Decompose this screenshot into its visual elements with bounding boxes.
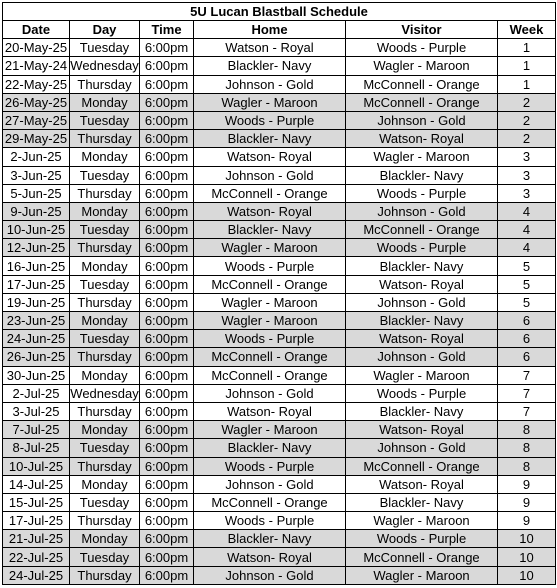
visitor-cell: Woods - Purple — [346, 530, 498, 548]
day-cell: Thursday — [70, 402, 140, 420]
visitor-cell: Blackler- Navy — [346, 166, 498, 184]
home-cell: Watson- Royal — [194, 202, 346, 220]
home-cell: McConnell - Orange — [194, 366, 346, 384]
home-cell: Watson- Royal — [194, 148, 346, 166]
date-cell: 8-Jul-25 — [3, 439, 70, 457]
week-cell: 4 — [498, 221, 556, 239]
day-cell: Thursday — [70, 512, 140, 530]
date-cell: 30-Jun-25 — [3, 366, 70, 384]
day-cell: Thursday — [70, 184, 140, 202]
week-cell: 2 — [498, 111, 556, 129]
time-cell: 6:00pm — [140, 293, 194, 311]
table-row — [3, 130, 556, 148]
table-row — [3, 93, 556, 111]
visitor-cell: Wagler - Maroon — [346, 57, 498, 75]
visitor-cell: Blackler- Navy — [346, 312, 498, 330]
home-cell: Johnson - Gold — [194, 75, 346, 93]
day-cell: Tuesday — [70, 548, 140, 566]
week-cell: 8 — [498, 421, 556, 439]
home-cell: Blackler- Navy — [194, 439, 346, 457]
date-cell: 10-Jul-25 — [3, 457, 70, 475]
visitor-cell: Wagler - Maroon — [346, 366, 498, 384]
day-cell: Monday — [70, 475, 140, 493]
time-cell: 6:00pm — [140, 202, 194, 220]
visitor-cell: Johnson - Gold — [346, 111, 498, 129]
table-row — [3, 166, 556, 184]
week-cell: 5 — [498, 275, 556, 293]
home-cell: Watson- Royal — [194, 548, 346, 566]
day-cell: Tuesday — [70, 166, 140, 184]
home-cell: Woods - Purple — [194, 257, 346, 275]
visitor-cell: Wagler - Maroon — [346, 566, 498, 584]
day-cell: Tuesday — [70, 330, 140, 348]
date-cell: 21-Jul-25 — [3, 530, 70, 548]
time-cell: 6:00pm — [140, 39, 194, 57]
visitor-cell: Wagler - Maroon — [346, 512, 498, 530]
time-cell: 6:00pm — [140, 512, 194, 530]
time-cell: 6:00pm — [140, 421, 194, 439]
home-cell: Blackler- Navy — [194, 57, 346, 75]
time-cell: 6:00pm — [140, 257, 194, 275]
time-cell: 6:00pm — [140, 457, 194, 475]
home-cell: Johnson - Gold — [194, 384, 346, 402]
visitor-cell: McConnell - Orange — [346, 75, 498, 93]
home-cell: McConnell - Orange — [194, 348, 346, 366]
time-cell: 6:00pm — [140, 530, 194, 548]
visitor-cell: Woods - Purple — [346, 184, 498, 202]
table-row — [3, 275, 556, 293]
date-cell: 3-Jul-25 — [3, 402, 70, 420]
day-cell: Wednesday — [70, 58, 139, 74]
header-home: Home — [194, 21, 346, 39]
home-cell: Blackler- Navy — [194, 530, 346, 548]
table-row — [3, 221, 556, 239]
week-cell: 1 — [498, 39, 556, 57]
table-row — [3, 530, 556, 548]
table-row — [3, 548, 556, 566]
table-row — [3, 493, 556, 511]
home-cell: McConnell - Orange — [194, 493, 346, 511]
visitor-cell: Watson- Royal — [346, 130, 498, 148]
table-row — [3, 111, 556, 129]
date-cell: 2-Jun-25 — [3, 148, 70, 166]
date-cell: 22-Jul-25 — [3, 548, 70, 566]
time-cell: 6:00pm — [140, 111, 194, 129]
table-row — [3, 293, 556, 311]
home-cell: McConnell - Orange — [194, 184, 346, 202]
visitor-cell: Johnson - Gold — [346, 439, 498, 457]
visitor-cell: Johnson - Gold — [346, 348, 498, 366]
week-cell: 3 — [498, 148, 556, 166]
visitor-cell: Blackler- Navy — [346, 493, 498, 511]
week-cell: 4 — [498, 202, 556, 220]
time-cell: 6:00pm — [140, 475, 194, 493]
day-cell: Thursday — [70, 239, 140, 257]
home-cell: Johnson - Gold — [194, 475, 346, 493]
week-cell: 2 — [498, 130, 556, 148]
week-cell: 7 — [498, 366, 556, 384]
time-cell: 6:00pm — [140, 130, 194, 148]
time-cell: 6:00pm — [140, 312, 194, 330]
week-cell: 4 — [498, 239, 556, 257]
day-cell: Monday — [70, 530, 140, 548]
header-visitor: Visitor — [346, 21, 498, 39]
visitor-cell: Watson- Royal — [346, 421, 498, 439]
date-cell: 10-Jun-25 — [3, 221, 70, 239]
home-cell: Wagler - Maroon — [194, 421, 346, 439]
home-cell: Blackler- Navy — [194, 130, 346, 148]
date-cell: 22-May-25 — [3, 75, 70, 93]
visitor-cell: Blackler- Navy — [346, 257, 498, 275]
date-cell: 19-Jun-25 — [3, 293, 70, 311]
schedule-title: 5U Lucan Blastball Schedule — [3, 3, 556, 21]
home-cell: Wagler - Maroon — [194, 239, 346, 257]
time-cell: 6:00pm — [140, 75, 194, 93]
visitor-cell: McConnell - Orange — [346, 457, 498, 475]
day-cell: Monday — [70, 257, 140, 275]
week-cell: 10 — [498, 548, 556, 566]
home-cell: Woods - Purple — [194, 330, 346, 348]
visitor-cell: Johnson - Gold — [346, 202, 498, 220]
visitor-cell: McConnell - Orange — [346, 93, 498, 111]
home-cell: Woods - Purple — [194, 512, 346, 530]
visitor-cell: Woods - Purple — [346, 239, 498, 257]
week-cell: 6 — [498, 312, 556, 330]
visitor-cell: McConnell - Orange — [346, 221, 498, 239]
date-cell: 17-Jun-25 — [3, 275, 70, 293]
date-cell: 23-Jun-25 — [3, 312, 70, 330]
home-cell: Wagler - Maroon — [194, 312, 346, 330]
date-cell: 24-Jul-25 — [3, 566, 70, 584]
time-cell: 6:00pm — [140, 439, 194, 457]
time-cell: 6:00pm — [140, 221, 194, 239]
day-cell: Monday — [70, 148, 140, 166]
week-cell: 2 — [498, 93, 556, 111]
date-cell: 9-Jun-25 — [3, 202, 70, 220]
home-cell: Wagler - Maroon — [194, 293, 346, 311]
day-cell: Monday — [70, 366, 140, 384]
day-cell: Thursday — [70, 75, 140, 93]
week-cell: 9 — [498, 512, 556, 530]
home-cell: Johnson - Gold — [194, 566, 346, 584]
day-cell: Thursday — [70, 348, 140, 366]
week-cell: 3 — [498, 184, 556, 202]
date-cell: 26-May-25 — [3, 93, 70, 111]
week-cell: 8 — [498, 439, 556, 457]
week-cell: 5 — [498, 257, 556, 275]
time-cell: 6:00pm — [140, 330, 194, 348]
day-cell: Thursday — [70, 566, 140, 584]
table-row — [3, 184, 556, 202]
table-row — [3, 566, 556, 584]
home-cell: Wagler - Maroon — [194, 93, 346, 111]
date-cell: 15-Jul-25 — [3, 493, 70, 511]
table-row — [3, 148, 556, 166]
week-cell: 7 — [498, 402, 556, 420]
day-cell: Wednesday — [70, 385, 139, 401]
date-cell: 21-May-24 — [3, 57, 70, 75]
visitor-cell: Watson- Royal — [346, 475, 498, 493]
day-cell: Tuesday — [70, 111, 140, 129]
time-cell: 6:00pm — [140, 348, 194, 366]
header-date: Date — [3, 21, 70, 39]
time-cell: 6:00pm — [140, 384, 194, 402]
date-cell: 24-Jun-25 — [3, 330, 70, 348]
time-cell: 6:00pm — [140, 493, 194, 511]
table-row — [3, 384, 556, 402]
visitor-cell: Woods - Purple — [346, 39, 498, 57]
table-row — [3, 439, 556, 457]
home-cell: Johnson - Gold — [194, 166, 346, 184]
table-row — [3, 257, 556, 275]
time-cell: 6:00pm — [140, 548, 194, 566]
table-row — [3, 366, 556, 384]
day-cell: Monday — [70, 312, 140, 330]
date-cell: 3-Jun-25 — [3, 166, 70, 184]
week-cell: 5 — [498, 293, 556, 311]
table-row — [3, 512, 556, 530]
date-cell: 5-Jun-25 — [3, 184, 70, 202]
home-cell: Watson - Royal — [194, 39, 346, 57]
table-row — [3, 312, 556, 330]
table-row — [3, 421, 556, 439]
day-cell: Monday — [70, 421, 140, 439]
home-cell: Watson- Royal — [194, 402, 346, 420]
day-cell: Thursday — [70, 293, 140, 311]
home-cell: Blackler- Navy — [194, 221, 346, 239]
header-week: Week — [498, 21, 556, 39]
time-cell: 6:00pm — [140, 148, 194, 166]
time-cell: 6:00pm — [140, 184, 194, 202]
table-row — [3, 202, 556, 220]
table-row — [3, 457, 556, 475]
week-cell: 1 — [498, 75, 556, 93]
table-row — [3, 75, 556, 93]
week-cell: 9 — [498, 493, 556, 511]
visitor-cell: McConnell - Orange — [346, 548, 498, 566]
date-cell: 7-Jul-25 — [3, 421, 70, 439]
home-cell: Woods - Purple — [194, 457, 346, 475]
visitor-cell: Watson- Royal — [346, 330, 498, 348]
visitor-cell: Woods - Purple — [346, 384, 498, 402]
day-cell: Tuesday — [70, 39, 140, 57]
header-day: Day — [70, 21, 140, 39]
date-cell: 14-Jul-25 — [3, 475, 70, 493]
week-cell: 9 — [498, 475, 556, 493]
day-cell: Tuesday — [70, 439, 140, 457]
time-cell: 6:00pm — [140, 402, 194, 420]
home-cell: McConnell - Orange — [194, 275, 346, 293]
week-cell: 6 — [498, 330, 556, 348]
day-cell: Tuesday — [70, 275, 140, 293]
visitor-cell: Blackler- Navy — [346, 402, 498, 420]
week-cell: 8 — [498, 457, 556, 475]
time-cell: 6:00pm — [140, 366, 194, 384]
table-row — [3, 475, 556, 493]
day-cell: Tuesday — [70, 221, 140, 239]
week-cell: 6 — [498, 348, 556, 366]
date-cell: 16-Jun-25 — [3, 257, 70, 275]
home-cell: Woods - Purple — [194, 111, 346, 129]
table-row — [3, 39, 556, 57]
week-cell: 7 — [498, 384, 556, 402]
time-cell: 6:00pm — [140, 93, 194, 111]
date-cell: 17-Jul-25 — [3, 512, 70, 530]
week-cell: 10 — [498, 566, 556, 584]
week-cell: 3 — [498, 166, 556, 184]
time-cell: 6:00pm — [140, 57, 194, 75]
time-cell: 6:00pm — [140, 566, 194, 584]
schedule-body — [3, 39, 556, 585]
day-cell: Thursday — [70, 130, 140, 148]
date-cell: 12-Jun-25 — [3, 239, 70, 257]
visitor-cell: Watson- Royal — [346, 275, 498, 293]
schedule-sheet — [2, 2, 555, 585]
time-cell: 6:00pm — [140, 239, 194, 257]
table-row — [3, 402, 556, 420]
table-row — [3, 239, 556, 257]
visitor-cell: Wagler - Maroon — [346, 148, 498, 166]
visitor-cell: Johnson - Gold — [346, 293, 498, 311]
date-cell: 20-May-25 — [3, 39, 70, 57]
day-cell: Thursday — [70, 457, 140, 475]
table-row — [3, 330, 556, 348]
day-cell: Monday — [70, 202, 140, 220]
date-cell: 26-Jun-25 — [3, 348, 70, 366]
table-row — [3, 57, 556, 75]
date-cell: 27-May-25 — [3, 111, 70, 129]
date-cell: 29-May-25 — [3, 130, 70, 148]
time-cell: 6:00pm — [140, 275, 194, 293]
header-row — [3, 21, 556, 39]
week-cell: 10 — [498, 530, 556, 548]
header-time: Time — [140, 21, 194, 39]
time-cell: 6:00pm — [140, 166, 194, 184]
schedule-table — [2, 2, 556, 585]
table-row — [3, 348, 556, 366]
date-cell: 2-Jul-25 — [3, 384, 70, 402]
day-cell: Monday — [70, 93, 140, 111]
day-cell: Tuesday — [70, 493, 140, 511]
week-cell: 1 — [498, 57, 556, 75]
